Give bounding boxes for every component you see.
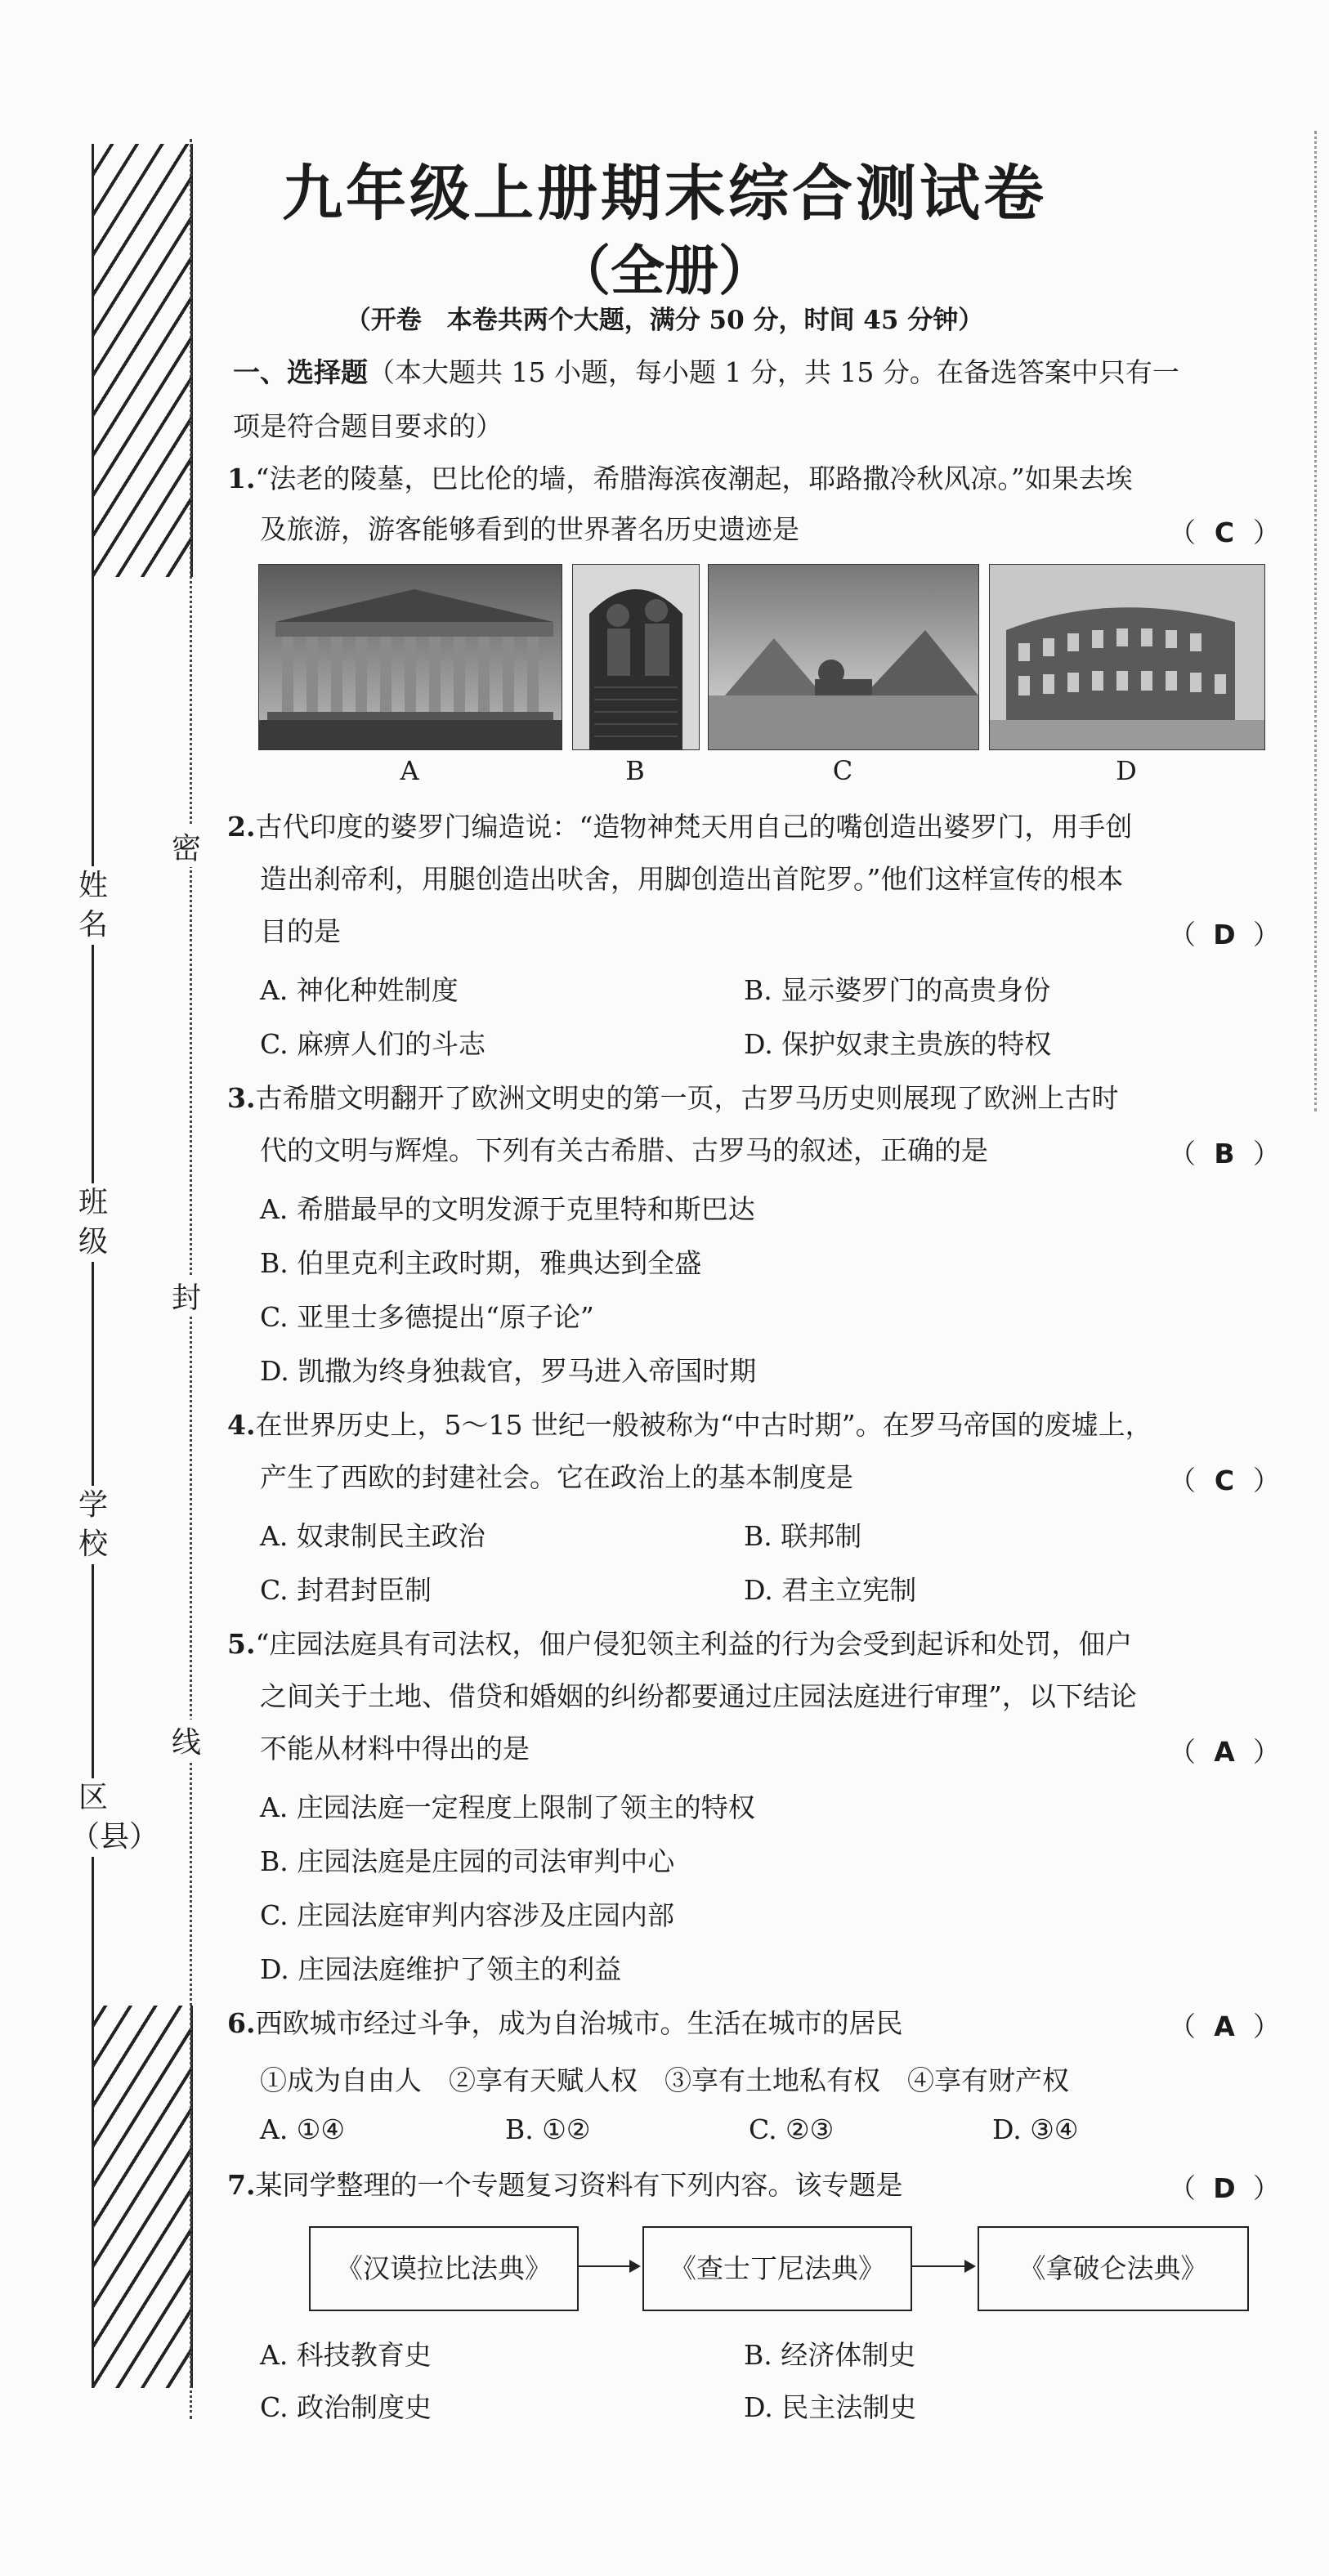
q7-option-b: B. 经济体制史	[744, 2339, 916, 2371]
q2-answer-value: D	[1213, 919, 1236, 950]
binding-hatch-bottom	[92, 2006, 193, 2388]
q3-option-a: A. 希腊最早的文明发源于克里特和斯巴达	[260, 1193, 755, 1225]
seal-char-feng: 封	[172, 1275, 201, 1317]
image-label-d: D	[1116, 755, 1137, 786]
q6-line1	[227, 2006, 1282, 2042]
exam-title: 九年级上册期末综合测试卷	[282, 159, 1047, 229]
q5-text-1: “庄园法庭具有司法权，佃户侵犯领主利益的行为会受到起诉和处罚，佃户	[255, 1628, 1133, 1660]
label-class: 班级	[70, 1183, 116, 1262]
exam-note: （开卷 本卷共两个大题，满分 50 分，时间 45 分钟）	[345, 306, 984, 335]
image-parthenon	[258, 564, 562, 750]
q3-text-1: 古希腊文明翻开了欧洲文明史的第一页，古罗马历史则展现了欧洲上古时	[255, 1082, 1119, 1114]
q7-option-c: C. 政治制度史	[260, 2391, 432, 2423]
seal-char-mi: 密	[172, 825, 201, 867]
q5-number: 5.	[227, 1628, 256, 1660]
label-name: 姓名	[70, 866, 116, 945]
q2-option-d: D. 保护奴隶主贵族的特权	[744, 1028, 1052, 1060]
q2-option-b: B. 显示婆罗门的高贵身份	[744, 974, 1051, 1006]
q2-answer: （ D ）	[1169, 919, 1280, 950]
q4-line1	[227, 1407, 1282, 1443]
q2-text-2: 造出刹帝利，用腿创造出吠舍，用脚创造出首陀罗。”他们这样宣传的根本	[260, 863, 1124, 895]
label-school: 学校	[70, 1486, 116, 1564]
flow-arrow-1	[577, 2265, 639, 2267]
q7-answer: （ D ）	[1169, 2172, 1280, 2204]
q6-option-c: C. ②③	[749, 2113, 835, 2145]
section-desc-1: （本大题共 15 小题，每小题 1 分，共 15 分。在备选答案中只有一	[368, 356, 1179, 388]
q5-option-d: D. 庄园法庭维护了领主的利益	[260, 1953, 622, 1985]
q6-number: 6.	[227, 2007, 256, 2039]
q5-option-c: C. 庄园法庭审判内容涉及庄园内部	[260, 1899, 675, 1931]
q2-option-a: A. 神化种姓制度	[260, 974, 459, 1006]
image-label-a: A	[400, 755, 419, 786]
q6-answer-value: A	[1214, 2010, 1235, 2042]
q4-option-b: B. 联邦制	[744, 1520, 862, 1552]
q3-text-2: 代的文明与辉煌。下列有关古希腊、古罗马的叙述，正确的是	[260, 1134, 988, 1166]
flow-box-justinian-code: 《查士丁尼法典》	[642, 2226, 912, 2311]
q3-option-d: D. 凯撒为终身独裁官，罗马进入帝国时期	[260, 1355, 757, 1387]
q1-answer-value: C	[1214, 517, 1235, 548]
exam-subtitle: （全册）	[557, 239, 772, 302]
q5-option-a: A. 庄园法庭一定程度上限制了领主的特权	[260, 1791, 755, 1823]
q5-text-3: 不能从材料中得出的是	[260, 1733, 530, 1764]
q5-answer: （ A ）	[1169, 1736, 1280, 1768]
q4-number: 4.	[227, 1409, 256, 1441]
q5-option-b: B. 庄园法庭是庄园的司法审判中心	[260, 1845, 675, 1877]
q2-line1	[227, 809, 1282, 845]
image-pyramids	[708, 564, 979, 750]
q1-line1	[227, 461, 1282, 497]
q4-answer-value: C	[1214, 1465, 1235, 1496]
q4-option-d: D. 君主立宪制	[744, 1574, 917, 1606]
q5-text-2: 之间关于土地、借贷和婚姻的纠纷都要通过庄园法庭进行审理”，以下结论	[260, 1680, 1137, 1712]
q1-answer: （ C ）	[1169, 517, 1280, 548]
q6-option-a: A. ①④	[260, 2113, 345, 2145]
q4-text-2: 产生了西欧的封建社会。它在政治上的基本制度是	[260, 1461, 853, 1493]
section-desc-2: 项是符合题目要求的）	[233, 410, 503, 442]
q1-text-1: “法老的陵墓，巴比伦的墙，希腊海滨夜潮起，耶路撒冷秋风凉。”如果去埃	[255, 463, 1133, 494]
q7-option-a: A. 科技教育史	[260, 2339, 432, 2371]
q6-items: ①成为自由人 ②享有天赋人权 ③享有土地私有权 ④享有财产权	[260, 2064, 1069, 2096]
seal-char-xian: 线	[172, 1720, 201, 1761]
q7-answer-value: D	[1213, 2172, 1236, 2204]
label-district: 区（县）	[70, 1778, 116, 1857]
q2-option-c: C. 麻痹人们的斗志	[260, 1028, 486, 1060]
image-label-c: C	[832, 755, 853, 786]
section-heading-line	[233, 355, 1287, 391]
q4-text-1: 在世界历史上，5～15 世纪一般被称为“中古时期”。在罗马帝国的废墟上，	[255, 1409, 1152, 1441]
q3-option-b: B. 伯里克利主政时期，雅典达到全盛	[260, 1247, 702, 1279]
q5-answer-value: A	[1214, 1736, 1235, 1768]
q3-option-c: C. 亚里士多德提出“原子论”	[260, 1301, 594, 1333]
q6-option-b: B. ①②	[505, 2113, 591, 2145]
flow-box-hammurabi-code: 《汉谟拉比法典》	[309, 2226, 579, 2311]
q4-answer: （ C ）	[1169, 1465, 1280, 1496]
q1-text-2: 及旅游，游客能够看到的世界著名历史遗迹是	[260, 513, 799, 545]
q3-number: 3.	[227, 1082, 256, 1114]
image-hammurabi-stele	[572, 564, 700, 750]
q6-answer: （ A ）	[1169, 2010, 1280, 2042]
q3-answer: （ B ）	[1169, 1138, 1280, 1169]
image-colosseum	[989, 564, 1265, 750]
q7-option-d: D. 民主法制史	[744, 2391, 917, 2423]
q6-option-d: D. ③④	[992, 2113, 1079, 2145]
q5-line1	[227, 1626, 1282, 1662]
q4-option-c: C. 封君封臣制	[260, 1574, 432, 1606]
flow-arrow-2	[911, 2265, 974, 2267]
q2-text-3: 目的是	[260, 915, 341, 947]
q6-text-1: 西欧城市经过斗争，成为自治城市。生活在城市的居民	[255, 2007, 903, 2039]
q2-number: 2.	[227, 811, 256, 843]
q3-answer-value: B	[1214, 1138, 1235, 1169]
q7-number: 7.	[227, 2169, 256, 2201]
image-label-b: B	[625, 755, 645, 786]
q7-line1	[227, 2167, 1282, 2203]
section-heading: 一、选择题	[233, 356, 368, 388]
q4-option-a: A. 奴隶制民主政治	[260, 1520, 486, 1552]
q2-text-1: 古代印度的婆罗门编造说：“造物神梵天用自己的嘴创造出婆罗门，用手创	[255, 811, 1133, 843]
q3-line1	[227, 1080, 1282, 1116]
q7-text-1: 某同学整理的一个专题复习资料有下列内容。该专题是	[255, 2169, 903, 2201]
flow-box-napoleon-code: 《拿破仑法典》	[978, 2226, 1249, 2311]
q1-number: 1.	[227, 463, 256, 494]
